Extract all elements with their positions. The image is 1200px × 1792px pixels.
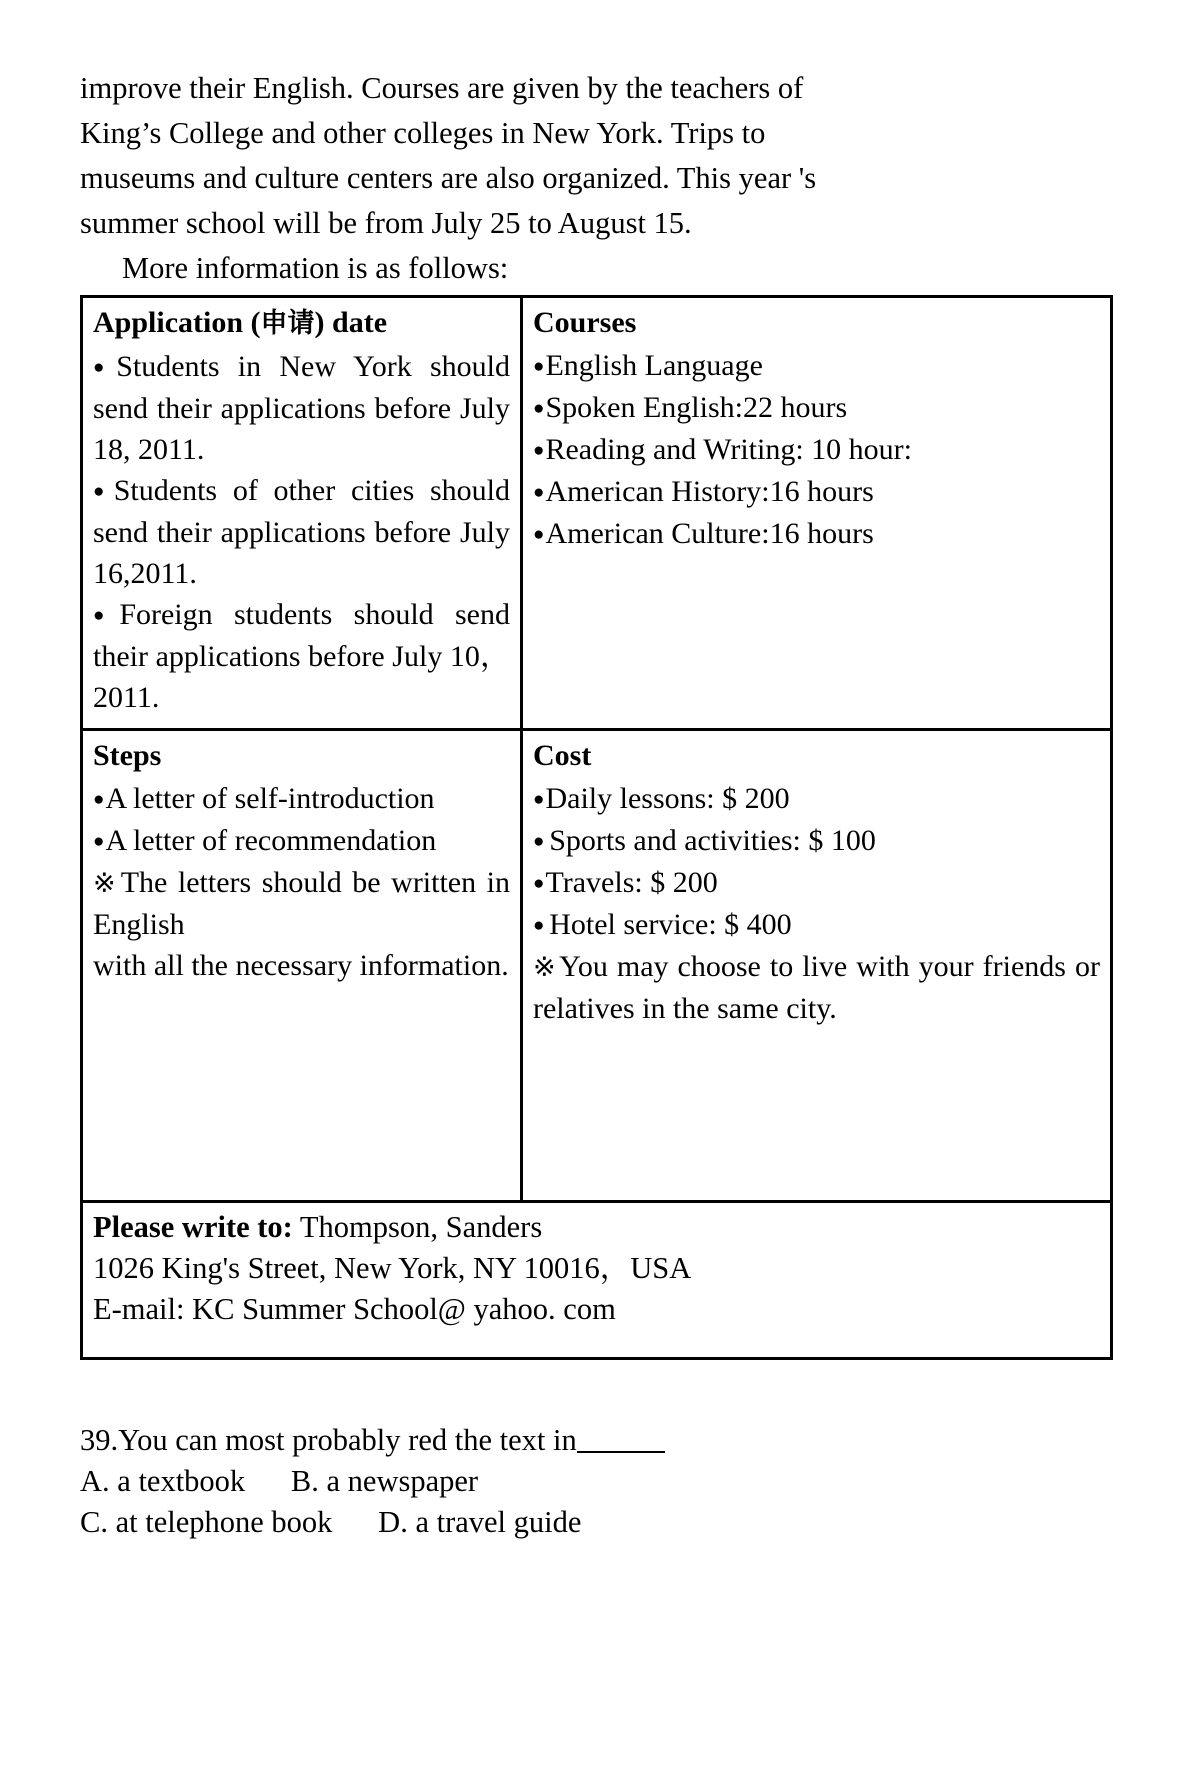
cost-title: Cost [533,739,592,772]
cell-contact [82,1202,1112,1359]
intro-line-2: King’s College and other colleges in New York. Trips to [80,116,766,150]
list-item: ● Reading and Writing: 10 hour: [533,429,1100,471]
cell-steps [82,730,522,1202]
intro-line-1: improve their English. Courses are given by the teachers of [80,71,804,105]
intro-line-4: summer school will be from July 25 to August 15. [80,206,692,240]
question-choices-line-2: C. at telephone book D. a travel guide [80,1505,582,1539]
intro-line-3: museums and culture centers are also organized. This year 's [80,161,817,195]
question-number: 39. [80,1423,119,1457]
application-date-list [93,346,510,718]
question-block [80,1420,1122,1543]
table-row-footer [82,1202,1112,1359]
list-item: ● Hotel service: $ 400 [533,904,1100,946]
list-item: ● English Language [533,345,1100,387]
list-item: ● Foreign students should send their applications before July 10，2011. [93,594,510,718]
question-text: You can most probably red the text in [118,1423,577,1457]
more-information-line: More information is as follows: [122,251,509,285]
table-row-application-courses [82,297,1112,730]
question-choices-line-1: A. a textbook B. a newspaper [80,1464,479,1498]
application-title-chinese: 申请 [260,308,315,339]
list-item: ● Students in New York should send their applications before July 18, 2011. [93,346,510,470]
list-item: ● American History:16 hours [533,471,1100,513]
application-title-after: ) date [314,306,388,339]
list-item: ● American Culture:16 hours [533,513,1100,555]
address-line: 1026 King's Street, New York, NY 10016，USA [93,1251,692,1285]
list-item-note: ※ You may choose to live with your friends or relatives in the same city. [533,946,1100,1029]
cell-cost [522,730,1112,1202]
cell-application-date [82,297,522,730]
email-line: E-mail: KC Summer School@ yahoo. com [93,1292,616,1326]
write-to-value: Thompson, Sanders [299,1210,543,1244]
list-item-note: with all the necessary information. [93,949,509,982]
intro-paragraph [80,66,1122,246]
courses-title: Courses [533,306,637,339]
answer-blank [577,1451,665,1453]
application-date-title [93,302,510,345]
cost-list [533,778,1100,1029]
list-item: ● A letter of self-introduction [93,778,510,820]
write-to-label: Please write to: [93,1210,293,1244]
cell-courses [522,297,1112,730]
courses-list [533,345,1100,555]
steps-list [93,778,510,986]
list-item: ● Sports and activities: $ 100 [533,820,1100,862]
question-stem [80,1420,1122,1461]
list-item-note: ※ The letters should be written in English [93,862,510,945]
list-item: ● Travels: $ 200 [533,862,1100,904]
table-row-steps-cost [82,730,1112,1202]
list-item: ● Students of other cities should send their applications before July 16,2011. [93,470,510,594]
steps-title: Steps [93,739,162,772]
list-item: ● Daily lessons: $ 200 [533,778,1100,820]
list-item: ● A letter of recommendation [93,820,510,862]
write-to-line [93,1207,1100,1248]
application-title-before: Application ( [93,306,261,339]
list-item: ● Spoken English:22 hours [533,387,1100,429]
summer-school-info-table [80,295,1113,1360]
